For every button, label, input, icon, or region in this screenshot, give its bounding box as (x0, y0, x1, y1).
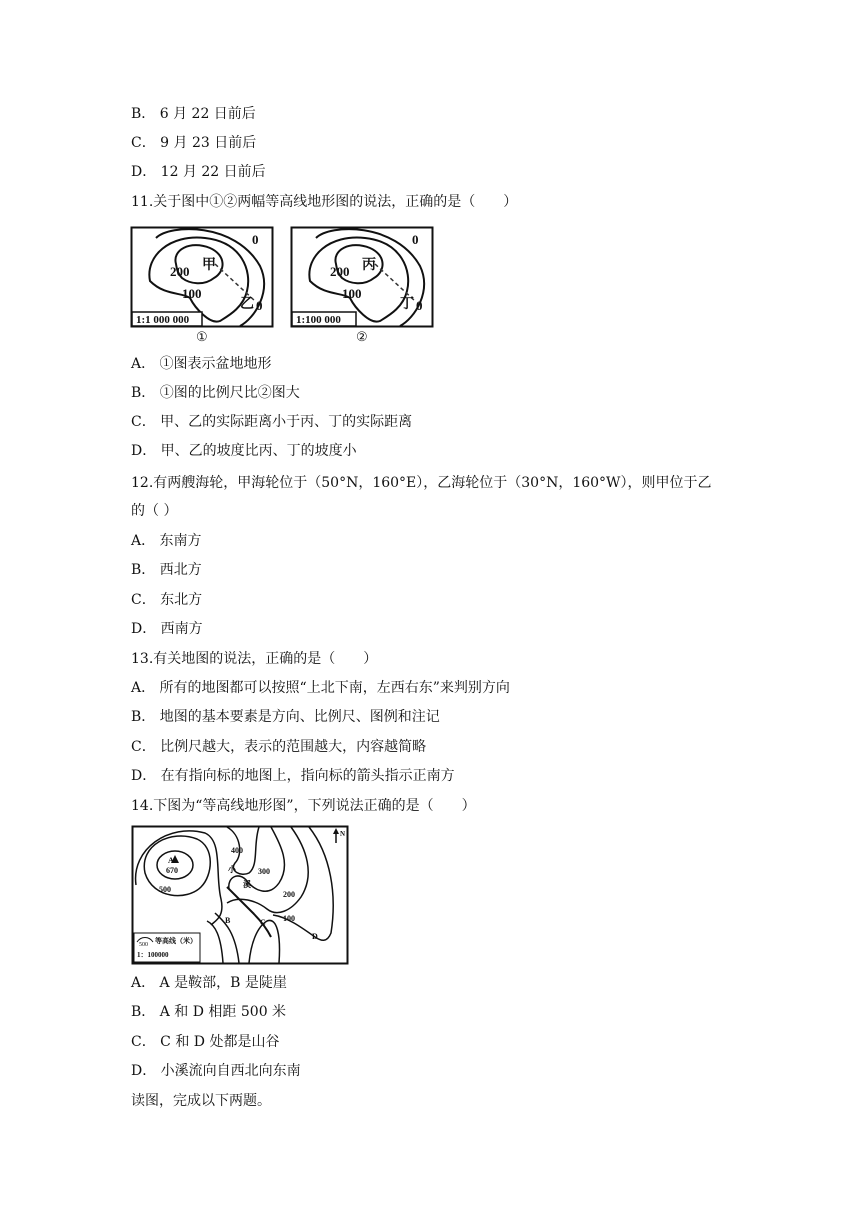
q10-option-c: C． 9 月 23 日前后 (131, 135, 257, 151)
peak-label: A (168, 856, 174, 865)
point-label: D (312, 932, 318, 941)
scale-label: 1:100 000 (296, 314, 341, 326)
point-label: 甲 (202, 258, 216, 273)
contour-label: 400 (231, 846, 243, 855)
contour-label: 100 (283, 914, 295, 923)
map-caption: ② (356, 329, 368, 344)
q14-option-b: B． A 和 D 相距 500 米 (131, 1004, 287, 1020)
contour-label: 300 (258, 867, 270, 876)
q10-option-b: B． 6 月 22 日前后 (131, 106, 256, 122)
scale-label: 1:1 000 000 (136, 314, 190, 326)
q12-stem-continued: 的（ ） (131, 503, 178, 519)
peak-elevation: 670 (166, 866, 178, 875)
q14-option-a: A． A 是鞍部，B 是陡崖 (131, 975, 287, 991)
contour-label: 0 (416, 298, 423, 313)
contour-label: 200 (330, 264, 350, 279)
q12-option-a: A． 东南方 (131, 533, 202, 549)
legend-text: 等高线（米） (155, 937, 197, 945)
q11-map-1 (130, 226, 275, 344)
q11-option-c: C． 甲、乙的实际距离小于丙、丁的实际距离 (131, 414, 413, 430)
contour-label: 500 (159, 885, 171, 894)
q13-option-b: B． 地图的基本要素是方向、比例尺、图例和注记 (131, 709, 440, 725)
point-label: C (260, 918, 266, 927)
q10-option-d: D． 12 月 22 日前后 (131, 164, 266, 180)
q14-contour-map (131, 825, 349, 965)
q11-stem: 11.关于图中①②两幅等高线地形图的说法，正确的是（ ） (131, 194, 518, 210)
stream-label: 小 (228, 865, 236, 874)
reading-instruction: 读图，完成以下两题。 (131, 1093, 271, 1109)
contour-label: 0 (412, 232, 419, 247)
contour-label: 100 (342, 286, 362, 301)
q11-option-b: B． ①图的比例尺比②图大 (131, 385, 300, 401)
q12-option-b: B． 西北方 (131, 562, 202, 578)
contour-label: 200 (283, 890, 295, 899)
point-label: 乙 (240, 297, 254, 312)
q14-option-c: C． C 和 D 处都是山谷 (131, 1034, 280, 1050)
q14-option-d: D． 小溪流向自西北向东南 (131, 1063, 301, 1079)
q11-option-d: D． 甲、乙的坡度比丙、丁的坡度小 (131, 443, 357, 459)
q14-stem: 14.下图为“等高线地形图”，下列说法正确的是（ ） (131, 798, 476, 814)
north-label: N (340, 830, 346, 838)
contour-label: 0 (256, 298, 263, 313)
contour-label: 200 (170, 264, 190, 279)
q12-option-c: C． 东北方 (131, 592, 203, 608)
stream-label: 溪 (243, 880, 251, 889)
point-label: 丙 (362, 258, 376, 273)
point-label: 丁 (400, 297, 414, 312)
q13-option-a: A． 所有的地图都可以按照“上北下南，左西右东”来判别方向 (131, 680, 510, 696)
contour-label: 0 (252, 232, 259, 247)
q12-option-d: D． 西南方 (131, 621, 203, 637)
q12-stem: 12.有两艘海轮，甲海轮位于（50°N，160°E），乙海轮位于（30°N，160°W），则甲位于乙 (131, 475, 712, 491)
contour-label: 100 (182, 286, 202, 301)
legend-value: 500 (139, 942, 148, 948)
point-label: B (225, 916, 231, 925)
map-caption: ① (196, 329, 208, 344)
scale-label: 1：100000 (137, 951, 169, 959)
q13-option-d: D． 在有指向标的地图上，指向标的箭头指示正南方 (131, 768, 455, 784)
q13-option-c: C． 比例尺越大，表示的范围越大，内容越简略 (131, 739, 427, 755)
q11-map-2 (290, 226, 435, 344)
q11-option-a: A． ①图表示盆地地形 (131, 356, 272, 372)
q13-stem: 13.有关地图的说法，正确的是（ ） (131, 651, 378, 667)
